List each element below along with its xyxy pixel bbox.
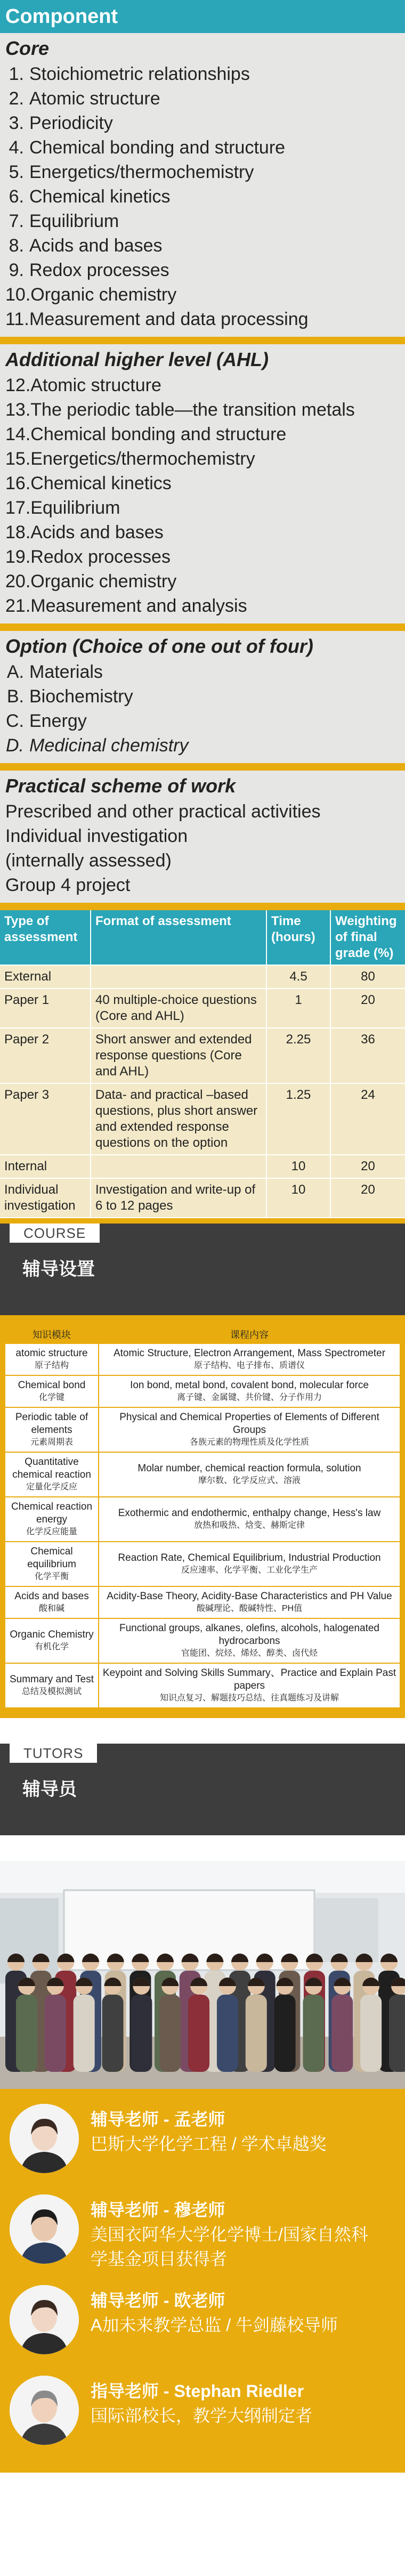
list-item	[5, 733, 400, 758]
course-content-en: Reaction Rate, Chemical Equilibrium, Industrial Production	[118, 1552, 381, 1564]
list-item-label: Atomic structure	[29, 88, 160, 109]
list-item	[5, 135, 400, 160]
course-content-cell	[99, 1586, 400, 1618]
course-module-en: atomic structure	[15, 1348, 88, 1359]
assessment-header-format: Format of assessment	[91, 910, 266, 965]
course-module-en: Quantitative chemical reaction	[12, 1456, 91, 1480]
course-module-en: Periodic table of elements	[15, 1412, 88, 1436]
list-item-label: Periodicity	[29, 113, 113, 133]
list-item-number: 17.	[5, 498, 31, 518]
course-module-cn: 总结及模拟测试	[21, 1687, 82, 1696]
course-content-cell	[99, 1497, 400, 1542]
assessment-cell-weight: 24	[330, 1083, 405, 1155]
assessment-cell-format: Data- and practical –based questions, plus short answer and extended response questions on the option	[91, 1083, 266, 1155]
course-table	[4, 1325, 401, 1708]
list-item-label: Measurement and analysis	[30, 596, 247, 616]
assessment-cell-weight: 20	[330, 1178, 405, 1218]
list-item-label: Atomic structure	[30, 375, 161, 395]
list-item-label: Acids and bases	[29, 236, 163, 256]
list-item	[5, 684, 400, 709]
table-row	[0, 1083, 405, 1155]
core-section	[0, 33, 405, 337]
list-item	[5, 569, 400, 594]
list-item	[5, 282, 400, 307]
tutor-card	[0, 2190, 405, 2281]
table-row	[5, 1586, 400, 1618]
course-module-cell	[5, 1542, 99, 1586]
course-module-cn: 有机化学	[34, 1642, 69, 1651]
list-item-number: 14.	[5, 424, 31, 444]
list-item	[5, 160, 400, 184]
female-tutor-avatar	[10, 2285, 79, 2354]
list-item-number: 21.	[5, 596, 31, 616]
spacer	[0, 1718, 405, 1744]
course-module-en: Chemical equilibrium	[27, 1546, 76, 1570]
assessment-cell-type: Individual investigation	[0, 1178, 91, 1218]
component-header: Component	[0, 0, 405, 33]
course-content-cn: 各族元素的物理性质及化学性质	[189, 1438, 309, 1447]
table-row	[0, 965, 405, 989]
section-divider	[0, 623, 405, 631]
course-module-cell	[5, 1343, 99, 1375]
core-title: Core	[5, 37, 50, 59]
assessment-cell-time: 10	[266, 1155, 330, 1178]
list-item-number: 8.	[9, 236, 24, 256]
assessment-header-type: Type of assessment	[0, 910, 91, 965]
course-content-cn: 放热和吸热、焓变、赫斯定律	[193, 1521, 305, 1530]
list-item	[5, 86, 400, 111]
assessment-cell-weight: 20	[330, 989, 405, 1028]
practical-line: Prescribed and other practical activities	[5, 801, 321, 822]
list-item-label: Chemical kinetics	[29, 187, 171, 207]
course-table-wrap	[0, 1315, 405, 1718]
course-content-cn: 离子键、金属键、共价键、分子作用力	[176, 1393, 322, 1402]
course-module-cell	[5, 1452, 99, 1497]
course-header-module: 知识模块	[5, 1325, 99, 1343]
course-module-en: Organic Chemistry	[10, 1629, 94, 1640]
course-module-cn: 酸和碱	[38, 1604, 64, 1613]
practical-lines	[5, 799, 400, 897]
course-module-cn: 定量化学反应	[26, 1483, 77, 1492]
assessment-cell-format	[91, 1155, 266, 1178]
course-content-cn: 知识点复习、解题技巧总结、往真题练习及讲解	[159, 1694, 339, 1703]
option-section	[0, 631, 405, 763]
assessment-cell-weight: 36	[330, 1028, 405, 1083]
tutor-info	[91, 2107, 327, 2156]
list-item-label: Equilibrium	[29, 211, 119, 231]
course-header-row	[5, 1325, 400, 1343]
course-module-en: Summary and Test	[9, 1674, 94, 1685]
assessment-cell-time: 2.25	[266, 1028, 330, 1083]
course-content-en: Ion bond, metal bond, covalent bond, molecular force	[130, 1380, 369, 1391]
assessment-cell-time: 1.25	[266, 1083, 330, 1155]
assessment-cell-type: Paper 3	[0, 1083, 91, 1155]
list-item-number: A.	[6, 662, 24, 682]
list-item-number: 7.	[9, 211, 24, 231]
tutors-list	[0, 2089, 405, 2473]
assessment-cell-weight: 80	[330, 965, 405, 989]
course-content-cell	[99, 1618, 400, 1663]
list-item	[5, 258, 400, 282]
tutor-name: 指导老师 - Stephan Riedler	[91, 2381, 304, 2401]
table-row	[0, 989, 405, 1028]
list-item	[5, 307, 400, 331]
course-module-cn: 化学反应能量	[26, 1527, 77, 1536]
list-item-number: 2.	[9, 88, 24, 109]
list-item-label: Energetics/thermochemistry	[29, 162, 254, 182]
list-item-number: 18.	[5, 522, 31, 542]
tutors-tag: TUTORS	[10, 1744, 97, 1763]
group-photo	[0, 1861, 405, 2089]
option-title: Option (Choice of one out of four)	[5, 635, 313, 657]
table-row	[0, 1028, 405, 1083]
course-module-en: Acids and bases	[14, 1591, 89, 1602]
tutors-banner	[0, 1744, 405, 1835]
list-item-label: Acids and bases	[30, 522, 164, 542]
spacer	[0, 1835, 405, 1861]
tutor-description: 国际部校长，教学大纲制定者	[91, 2406, 313, 2425]
tutor-description: 学基金项目获得者	[91, 2249, 228, 2269]
list-item-label: Biochemistry	[29, 686, 133, 707]
assessment-cell-type: Paper 2	[0, 1028, 91, 1083]
table-row	[5, 1407, 400, 1452]
list-item	[5, 471, 400, 496]
tutor-info	[91, 2198, 368, 2271]
table-row	[5, 1452, 400, 1497]
list-item-label: Chemical bonding and structure	[29, 137, 286, 158]
table-row	[0, 1178, 405, 1218]
practical-line: Group 4 project	[5, 875, 131, 895]
assessment-cell-time: 10	[266, 1178, 330, 1218]
list-item	[5, 111, 400, 135]
tutor-name: 辅导老师 - 孟老师	[91, 2110, 225, 2129]
ahl-section	[0, 344, 405, 623]
course-content-cell	[99, 1375, 400, 1407]
course-module-cell	[5, 1618, 99, 1663]
list-item-number: 12.	[5, 375, 31, 395]
list-item-label: Energy	[29, 711, 87, 731]
list-item-label: Stoichiometric relationships	[29, 64, 250, 84]
course-module-cell	[5, 1375, 99, 1407]
list-item	[5, 520, 400, 545]
list-item-number: 16.	[5, 473, 31, 493]
practical-line: (internally assessed)	[5, 850, 172, 871]
list-item	[5, 496, 400, 520]
list-item-number: 13.	[5, 400, 31, 420]
female-tutor-avatar	[10, 2104, 79, 2173]
course-banner	[0, 1224, 405, 1315]
course-content-cell	[99, 1452, 400, 1497]
practical-section	[0, 771, 405, 903]
course-content-en: Keypoint and Solving Skills Summary、Practice and Explain Past papers	[102, 1667, 396, 1691]
section-divider	[0, 337, 405, 344]
list-item-label: Equilibrium	[30, 498, 120, 518]
list-item	[5, 184, 400, 209]
list-item	[5, 660, 400, 684]
assessment-cell-format: Investigation and write-up of 6 to 12 pages	[91, 1178, 266, 1218]
section-divider	[0, 903, 405, 910]
list-item-number: 4.	[9, 137, 24, 158]
male-tutor-avatar	[10, 2194, 79, 2264]
list-item-number: 19.	[5, 547, 31, 567]
course-module-cell	[5, 1663, 99, 1708]
table-row	[5, 1618, 400, 1663]
course-module-cn: 化学键	[38, 1393, 64, 1402]
table-row	[5, 1663, 400, 1708]
list-item-number: 5.	[9, 162, 24, 182]
course-tag: COURSE	[10, 1224, 100, 1243]
course-module-cn: 化学平衡	[34, 1572, 69, 1581]
section-divider	[0, 1218, 405, 1224]
list-item	[5, 373, 400, 398]
list-item-number: 1.	[9, 64, 24, 84]
tutor-info	[91, 2379, 312, 2428]
course-content-en: Acidity-Base Theory, Acidity-Base Characteristics and PH Value	[107, 1591, 392, 1602]
course-module-cell	[5, 1586, 99, 1618]
assessment-cell-time: 1	[266, 989, 330, 1028]
table-row	[5, 1542, 400, 1586]
list-item-label: Redox processes	[30, 547, 171, 567]
list-item-number: D.	[6, 735, 24, 756]
list-item-number: 10.	[5, 285, 31, 305]
list-item-label: Measurement and data processing	[29, 309, 309, 329]
list-item-number: 20.	[5, 571, 31, 592]
course-content-cn: 摩尔数、化学反应式、溶液	[198, 1476, 301, 1485]
list-item	[5, 447, 400, 471]
list-item	[5, 209, 400, 233]
tutor-card	[0, 2100, 405, 2190]
list-item	[5, 594, 400, 618]
course-content-cn: 官能团、烷烃、烯烃、醇类、卤代烃	[181, 1649, 318, 1658]
course-content-cn: 酸碱理论、酸碱特性、PH值	[196, 1604, 303, 1613]
tutor-description: 巴斯大学化学工程 / 学术卓越奖	[91, 2134, 327, 2153]
course-content-en: Functional groups, alkanes, olefins, alcohols, halogenated hydrocarbons	[119, 1623, 379, 1647]
list-item-number: 3.	[9, 113, 24, 133]
list-item	[5, 233, 400, 258]
table-row	[0, 1155, 405, 1178]
assessment-cell-type: Internal	[0, 1155, 91, 1178]
list-item	[5, 709, 400, 733]
table-row	[5, 1375, 400, 1407]
assessment-cell-type: Paper 1	[0, 989, 91, 1028]
course-module-cn: 原子结构	[34, 1361, 69, 1370]
option-list	[5, 660, 400, 758]
list-item-number: B.	[6, 686, 24, 707]
course-content-cell	[99, 1407, 400, 1452]
course-module-en: Chemical reaction energy	[11, 1501, 93, 1525]
core-list	[5, 62, 400, 331]
list-item-label: Organic chemistry	[30, 285, 177, 305]
list-item	[5, 422, 400, 447]
course-content-cell	[99, 1542, 400, 1586]
course-title: 辅导设置	[22, 1259, 95, 1279]
list-item-number: 6.	[9, 187, 24, 207]
list-item-label: Chemical bonding and structure	[30, 424, 287, 444]
tutor-card	[0, 2281, 405, 2371]
tutor-description: A加未来教学总监 / 牛剑藤校导师	[91, 2315, 338, 2335]
assessment-header-weight: Weighting of final grade (%)	[330, 910, 405, 965]
list-item-number: 9.	[9, 260, 24, 280]
assessment-header-row	[0, 910, 405, 965]
list-item-number: C.	[6, 711, 24, 731]
list-item	[5, 62, 400, 86]
list-item-number: 11.	[5, 309, 29, 329]
tutor-info	[91, 2288, 338, 2337]
table-row	[5, 1497, 400, 1542]
list-item-label: The periodic table—the transition metals	[30, 400, 355, 420]
course-header-content: 课程内容	[99, 1325, 400, 1343]
practical-title: Practical scheme of work	[5, 775, 236, 797]
tutor-description: 美国衣阿华大学化学博士/国家自然科	[91, 2225, 368, 2244]
list-item-label: Chemical kinetics	[30, 473, 172, 493]
assessment-cell-format: Short answer and extended response questions (Core and AHL)	[91, 1028, 266, 1083]
list-item-number: 15.	[5, 449, 31, 469]
ahl-list	[5, 373, 400, 618]
assessment-table	[0, 910, 405, 1218]
list-item-label: Organic chemistry	[30, 571, 177, 592]
list-item	[5, 545, 400, 569]
course-content-en: Exothermic and endothermic, enthalpy change, Hess's law	[118, 1508, 381, 1519]
male-principal-avatar	[10, 2376, 79, 2445]
course-module-cn: 元素周期表	[30, 1438, 73, 1447]
group-photo-illustration	[0, 1861, 405, 2089]
tutor-name: 辅导老师 - 欧老师	[91, 2291, 225, 2310]
practical-line: Individual investigation	[5, 826, 188, 846]
tutor-card	[0, 2371, 405, 2462]
list-item-label: Redox processes	[29, 260, 169, 280]
course-content-en: Atomic Structure, Electron Arrangement, Mass Spectrometer	[113, 1348, 386, 1359]
course-content-cell	[99, 1343, 400, 1375]
assessment-cell-format: 40 multiple-choice questions (Core and AHL)	[91, 989, 266, 1028]
list-item-label: Medicinal chemistry	[29, 735, 189, 756]
assessment-cell-time: 4.5	[266, 965, 330, 989]
table-row	[5, 1343, 400, 1375]
tutors-title: 辅导员	[22, 1779, 77, 1800]
assessment-cell-weight: 20	[330, 1155, 405, 1178]
assessment-cell-format	[91, 965, 266, 989]
course-content-cn: 原子结构、电子排布、质谱仪	[193, 1361, 305, 1370]
list-item-label: Energetics/thermochemistry	[30, 449, 255, 469]
course-module-cell	[5, 1497, 99, 1542]
list-item-label: Materials	[29, 662, 103, 682]
section-divider	[0, 763, 405, 771]
course-content-en: Physical and Chemical Properties of Elements of Different Groups	[119, 1412, 379, 1436]
course-content-en: Molar number, chemical reaction formula, solution	[137, 1463, 361, 1474]
course-content-cn: 反应速率、化学平衡、工业化学生产	[181, 1566, 318, 1575]
list-item	[5, 398, 400, 422]
course-module-en: Chemical bond	[18, 1380, 86, 1391]
ahl-title: Additional higher level (AHL)	[5, 349, 269, 370]
assessment-header-time: Time (hours)	[266, 910, 330, 965]
assessment-cell-type: External	[0, 965, 91, 989]
course-module-cell	[5, 1407, 99, 1452]
course-content-cell	[99, 1663, 400, 1708]
tutor-name: 辅导老师 - 穆老师	[91, 2200, 225, 2219]
